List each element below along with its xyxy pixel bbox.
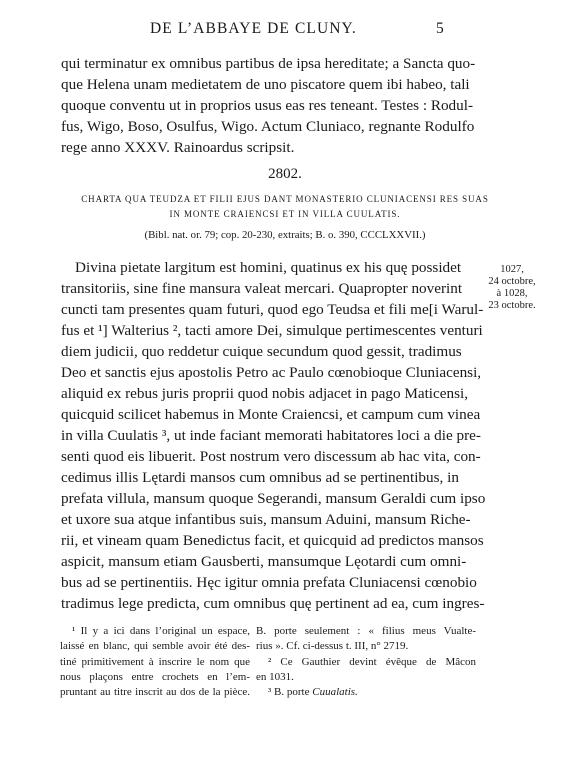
running-header-title: DE L’ABBAYE DE CLUNY. xyxy=(150,20,357,37)
charter-title-line: CHARTA QUA TEUDZA ET FILII EJUS DANT MONASTERIO CLUNIACENSI RES SUAS xyxy=(81,194,489,204)
date-note-line: 23 octobre. xyxy=(488,300,536,311)
text-line: transitoriis, sine fine mansura valeat mercari. Quapropter noverint xyxy=(61,280,463,297)
text-line: quicquid scilicet habemus in Monte Craiencsi, et campum cum vinea xyxy=(61,406,481,423)
footnote-line: en 1031. xyxy=(256,670,294,683)
footnote-column-left xyxy=(60,624,250,700)
footnote-column-right xyxy=(256,624,476,700)
text-line: prefata villula, mansum quoque Segerandi, mansum Geraldi cum ipso xyxy=(61,490,486,507)
page-number: 5 xyxy=(436,20,444,37)
date-note-line: 24 octobre, xyxy=(488,276,536,287)
text-line: aspicit, mansum etiam Gausberti, mansumque Lęotardi cum omni- xyxy=(61,553,467,570)
footnote-3-word: Cuualatis. xyxy=(312,686,358,699)
text-line: in villa Cuulatis ³, ut inde faciant memorati habitatores loci a die pre- xyxy=(61,427,481,444)
text-line: fus et ¹] Walterius ², tacti amore Dei, simulque pertimescentes venturi xyxy=(61,322,483,339)
text-line: que Helena unam medietatem de uno piscatore quem ibi habeo, tali xyxy=(61,76,470,93)
footnote-line: pruntant au titre inscrit au dos de la pièce. xyxy=(60,686,250,699)
footnote-line: tiné primitivement à inscrire le nom que xyxy=(60,655,250,668)
charter-number: 2802. xyxy=(268,166,302,182)
footnote-line: rius ». Cf. ci-dessus t. III, n° 2719. xyxy=(256,640,409,653)
text-line: tradimus lege predicta, cum omnibus quę pertinent ad ea, cum ingres- xyxy=(61,595,485,612)
footnote-line: B. porte seulement : « filius meus Vualte- xyxy=(256,625,476,637)
text-line: diem judicii, quo reddetur cuique secundum quod gessit, tradimus xyxy=(61,343,462,360)
footnote-line: ² Ce Gauthier devint évêque de Mâcon xyxy=(268,655,476,668)
charter-title-line: IN MONTE CRAIENCSI ET IN VILLA CUULATIS. xyxy=(169,209,401,219)
text-line: Deo et sanctis ejus apostolis Petro ac Paulo cœnobioque Cluniacensi, xyxy=(61,364,482,381)
text-line: rege anno XXXV. Rainoardus scripsit. xyxy=(61,139,295,156)
text-line: fus, Wigo, Boso, Osulfus, Wigo. Actum Cluniaco, regnante Rodulfo xyxy=(61,118,475,135)
text-line: quoque conventu ut in proprios usus eas res teneant. Testes : Rodul- xyxy=(61,97,474,114)
text-line: rii, et vineam quam Benedictus facit, et quicquid ad predictos mansos xyxy=(61,532,484,549)
footnote-line: ¹ Il y a ici dans l’original un espace, xyxy=(72,625,250,637)
footnote-3-prefix: ³ B. porte xyxy=(268,686,310,699)
footnote-line: laissé en blanc, qui semble avoir été des- xyxy=(60,640,250,653)
text-line: qui terminatur ex omnibus partibus de ipsa hereditate; a Sancta quo- xyxy=(61,55,476,72)
text-line: aliquid ex rebus juris proprii quod nobis adjacet in pago Maticensi, xyxy=(61,385,469,402)
text-line: Divina pietate largitum est homini, quatinus ex his quę possidet xyxy=(75,259,462,276)
date-note-line: à 1028, xyxy=(496,288,528,299)
text-line: senti quod eis libuerit. Post nostrum vero discessum ab hac vita, con- xyxy=(61,448,481,465)
charter-source: (Bibl. nat. or. 79; cop. 20-230, extraits; B. o. 390, CCCLXXVII.) xyxy=(144,229,426,241)
text-line: cedimus illis Lętardi mansos cum omnibus ad se pertinentibus, in xyxy=(61,469,459,486)
text-line: et uxore sua atque infantibus suis, mansum Aduini, mansum Riche- xyxy=(61,511,471,528)
footnote-line: nous plaçons entre crochets en l’em- xyxy=(60,670,250,683)
text-line: cuncti tam presentes quam futuri, quod ego Teudsa et fili me[i Warul- xyxy=(61,301,484,318)
footnote-line xyxy=(256,685,476,700)
date-note-line: 1027, xyxy=(500,264,524,275)
text-line: bus ad se pertinentiis. Hęc igitur omnia prefata Cluniacensi cœnobio xyxy=(61,574,477,591)
